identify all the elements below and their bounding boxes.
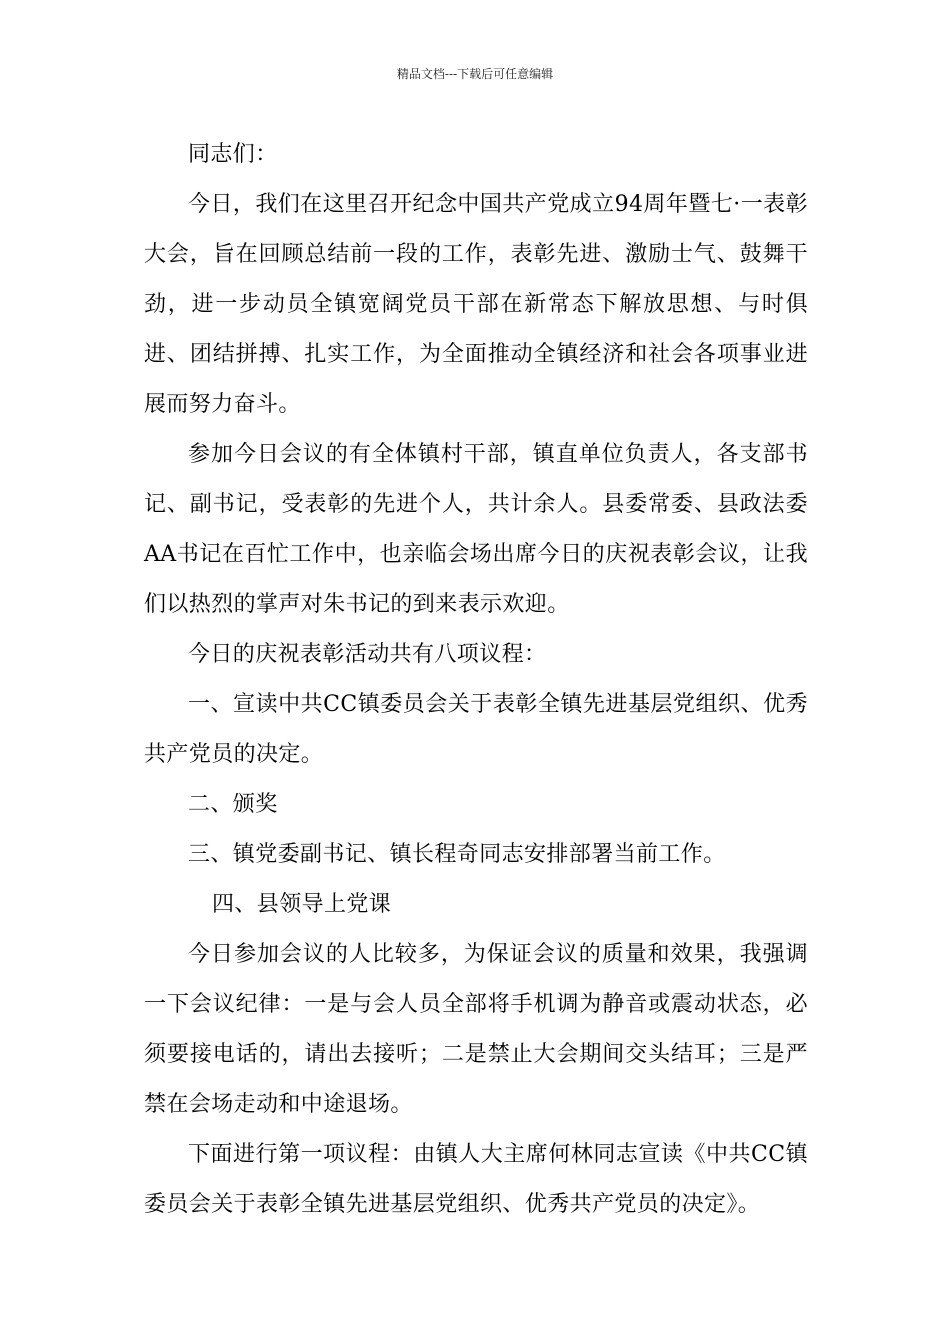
agenda-item-4: 四、县领导上党课 [212, 892, 392, 917]
page-header: 精品文档---下载后可任意编辑 [396, 67, 554, 81]
agenda-item-3: 三、镇党委副书记、镇长程奇同志安排部署当前工作。 [188, 842, 726, 867]
paragraph-attendees: 参加今日会议的有全体镇村干部，镇直单位负责人，各支部书记、副书记，受表彰的先进个人，共计余人。县委常委、县政法委AA书记在百忙工作中，也亲临会场出席今日的庆祝表彰会议，让我们以热烈的掌声对朱书记的到来表示欢迎。 [144, 442, 808, 617]
agenda-item-1: 一、宣读中共CC镇委员会关于表彰全镇先进基层党组织、优秀共产党员的决定。 [144, 692, 808, 767]
paragraph-discipline: 今日参加会议的人比较多，为保证会议的质量和效果，我强调一下会议纪律：一是与会人员全部将手机调为静音或震动状态，必须要接电话的，请出去接听；二是禁止大会期间交头结耳；三是严禁在会场走动和中途退场。 [144, 942, 808, 1117]
paragraph-first-item: 下面进行第一项议程：由镇人大主席何林同志宣读《中共CC镇委员会关于表彰全镇先进基层党组织、优秀共产党员的决定》。 [144, 1142, 808, 1217]
document-body [144, 130, 808, 1230]
paragraph-opening: 今日，我们在这里召开纪念中国共产党成立94周年暨七·一表彰大会，旨在回顾总结前一段的工作，表彰先进、激励士气、鼓舞干劲，进一步动员全镇宽阔党员干部在新常态下解放思想、与时俱进、团结拼搏、扎实工作，为全面推动全镇经济和社会各项事业进展而努力奋斗。 [144, 192, 808, 417]
agenda-item-2: 二、颁奖 [188, 792, 278, 817]
salutation: 同志们： [188, 142, 278, 167]
paragraph-agenda-intro: 今日的庆祝表彰活动共有八项议程： [188, 642, 547, 667]
